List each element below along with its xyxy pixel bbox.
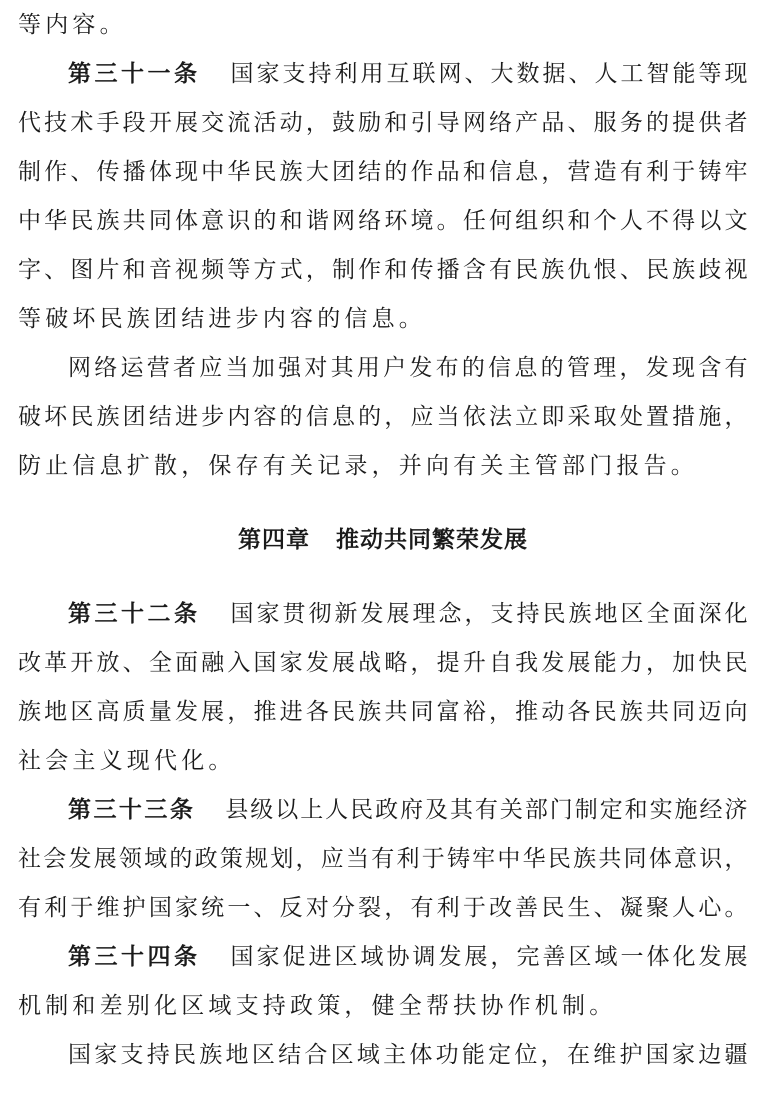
text-line: 族地区高质量发展，推进各民族共同富裕，推动各民族共同迈向	[18, 699, 748, 725]
text-line: 制作、传播体现中华民族大团结的作品和信息，营造有利于铸牢	[18, 159, 748, 185]
article-number: 第三十三条	[68, 797, 196, 823]
text-line: 代技术手段开展交流活动，鼓励和引导网络产品、服务的提供者	[18, 110, 748, 136]
chapter-title: 推动共同繁荣发展	[336, 527, 528, 553]
text-line: 有利于维护国家统一、反对分裂，有利于改善民生、凝聚人心。	[18, 895, 748, 921]
text-line: 防止信息扩散，保存有关记录，并向有关主管部门报告。	[18, 453, 698, 479]
text-line: 机制和差别化区域支持政策，健全帮扶协作机制。	[18, 993, 617, 1019]
text-line: 国家支持民族地区结合区域主体功能定位，在维护国家边疆	[68, 1042, 748, 1068]
text-line: 国家贯彻新发展理念，支持民族地区全面深化	[230, 601, 748, 627]
text-line: 等破坏民族团结进步内容的信息。	[18, 306, 426, 332]
text-line: 改革开放、全面融入国家发展战略，提升自我发展能力，加快民	[18, 650, 748, 676]
chapter-number: 第四章	[238, 527, 310, 553]
text-line: 社会主义现代化。	[18, 748, 236, 774]
text-line: 中华民族共同体意识的和谐网络环境。任何组织和个人不得以文	[18, 208, 748, 234]
text-line: 国家促进区域协调发展，完善区域一体化发展	[230, 944, 748, 970]
text-line: 破坏民族团结进步内容的信息的，应当依法立即采取处置措施，	[18, 404, 748, 430]
text-line: 县级以上人民政府及其有关部门制定和实施经济	[225, 797, 749, 823]
text-line: 等内容。	[18, 12, 127, 38]
article-31-first-line	[18, 50, 748, 99]
article-32-first-line	[18, 590, 748, 639]
article-33-first-line	[18, 786, 748, 835]
article-34-first-line	[18, 933, 748, 982]
text-line: 字、图片和音视频等方式，制作和传播含有民族仇恨、民族歧视	[18, 257, 748, 283]
text-line: 网络运营者应当加强对其用户发布的信息的管理，发现含有	[68, 355, 748, 381]
text-line: 国家支持利用互联网、大数据、人工智能等现	[230, 61, 748, 87]
text-line: 社会发展领域的政策规划，应当有利于铸牢中华民族共同体意识，	[18, 846, 748, 872]
chapter-heading	[18, 516, 748, 565]
article-number: 第三十一条	[68, 61, 201, 87]
article-number: 第三十二条	[68, 601, 201, 627]
article-number: 第三十四条	[68, 944, 201, 970]
